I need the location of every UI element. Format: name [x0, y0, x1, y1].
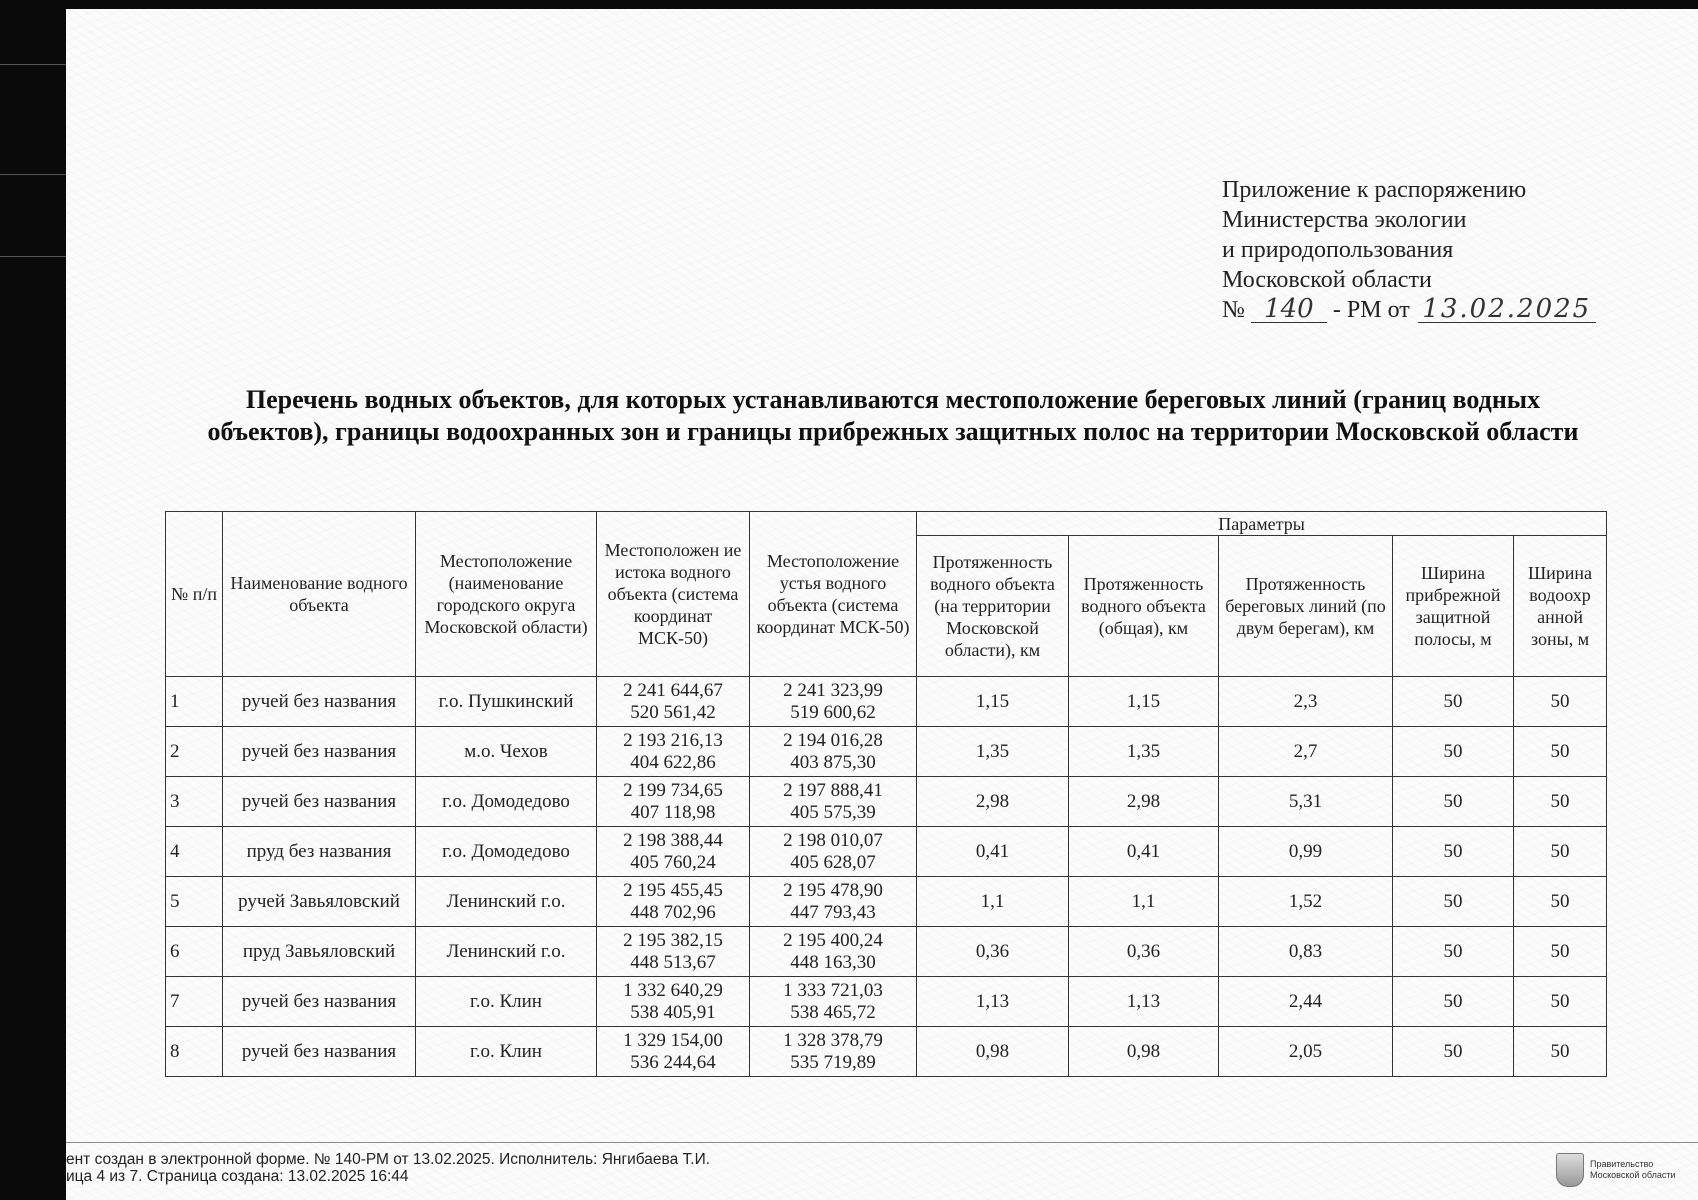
mouth-x: 1 333 721,03	[783, 979, 883, 1001]
footer-divider	[66, 1142, 1698, 1143]
source-x: 2 198 388,44	[623, 829, 723, 851]
cell-strip-width: 50	[1393, 977, 1514, 1027]
cell-source	[597, 877, 750, 927]
source-x: 1 332 640,29	[623, 979, 723, 1001]
header-zone-width: Ширина водоохр анной зоны, м	[1514, 536, 1607, 677]
cell-length-region: 1,15	[917, 677, 1069, 727]
table-row	[166, 827, 1607, 877]
mouth-y: 405 628,07	[790, 851, 876, 873]
cell-name: ручей без названия	[223, 727, 416, 777]
mouth-y: 447 793,43	[790, 901, 876, 923]
cell-shoreline: 0,99	[1219, 827, 1393, 877]
cell-name: ручей без названия	[223, 1027, 416, 1077]
cell-location: г.о. Домодедово	[416, 827, 597, 877]
cell-name: пруд без названия	[223, 827, 416, 877]
mouth-x: 2 197 888,41	[783, 779, 883, 801]
source-x: 2 199 734,65	[623, 779, 723, 801]
header-mouth: Местоположение устья водного объекта (система координат МСК-50)	[750, 512, 917, 677]
cell-source	[597, 677, 750, 727]
cell-mouth	[750, 677, 917, 727]
cell-length-total: 1,13	[1069, 977, 1219, 1027]
source-y: 520 561,42	[630, 701, 716, 723]
header-source: Местоположен ие истока водного объекта (система координат МСК-50)	[597, 512, 750, 677]
document-title: Перечень водных объектов, для которых устанавливаются местоположение береговых линий (границ водных объектов), границы водоохранных зон и границы прибрежных защитных полос на территории Московской области	[207, 385, 1579, 446]
logo-line-1: Правительство	[1590, 1159, 1654, 1169]
cell-shoreline: 1,52	[1219, 877, 1393, 927]
source-y: 448 702,96	[630, 901, 716, 923]
table-row	[166, 727, 1607, 777]
cell-shoreline: 2,7	[1219, 727, 1393, 777]
mouth-y: 535 719,89	[790, 1051, 876, 1073]
table-row	[166, 927, 1607, 977]
appendix-line-3: и природопользования	[1222, 237, 1454, 263]
header-name: Наименование водного объекта	[223, 512, 416, 677]
header-length-total: Протяженность водного объекта (общая), км	[1069, 536, 1219, 677]
cell-num: 2	[166, 727, 223, 777]
cell-length-total: 2,98	[1069, 777, 1219, 827]
source-x: 1 329 154,00	[623, 1029, 723, 1051]
cell-length-total: 0,41	[1069, 827, 1219, 877]
appendix-block	[1222, 175, 1652, 325]
cell-shoreline: 2,05	[1219, 1027, 1393, 1077]
source-y: 407 118,98	[630, 801, 716, 823]
cell-length-total: 1,35	[1069, 727, 1219, 777]
source-y: 448 513,67	[630, 951, 716, 973]
order-number-prefix: №	[1222, 297, 1245, 323]
cell-length-region: 1,1	[917, 877, 1069, 927]
table-row	[166, 777, 1607, 827]
cell-location: г.о. Клин	[416, 1027, 597, 1077]
cell-strip-width: 50	[1393, 677, 1514, 727]
cell-source	[597, 1027, 750, 1077]
header-num: № п/п	[166, 512, 223, 677]
cell-num: 7	[166, 977, 223, 1027]
cell-num: 4	[166, 827, 223, 877]
logo-line-2: Московской области	[1590, 1170, 1676, 1180]
cell-name: ручей без названия	[223, 777, 416, 827]
cell-location: Ленинский г.о.	[416, 877, 597, 927]
cell-mouth	[750, 827, 917, 877]
scan-artifact-line	[0, 256, 66, 257]
cell-mouth	[750, 877, 917, 927]
cell-location: м.о. Чехов	[416, 727, 597, 777]
mouth-y: 448 163,30	[790, 951, 876, 973]
cell-mouth	[750, 777, 917, 827]
water-objects-table	[165, 511, 1607, 1077]
table-row	[166, 977, 1607, 1027]
header-length-region: Протяженность водного объекта (на территории Московской области), км	[917, 536, 1069, 677]
cell-strip-width: 50	[1393, 727, 1514, 777]
cell-length-region: 1,35	[917, 727, 1069, 777]
cell-length-region: 0,98	[917, 1027, 1069, 1077]
cell-name: пруд Завьяловский	[223, 927, 416, 977]
cell-length-total: 1,1	[1069, 877, 1219, 927]
cell-num: 3	[166, 777, 223, 827]
source-x: 2 195 382,15	[623, 929, 723, 951]
cell-mouth	[750, 977, 917, 1027]
cell-zone-width: 50	[1514, 677, 1607, 727]
scan-top-edge	[0, 0, 1698, 9]
cell-zone-width: 50	[1514, 1027, 1607, 1077]
cell-length-total: 0,98	[1069, 1027, 1219, 1077]
header-shoreline: Протяженность береговых линий (по двум берегам), км	[1219, 536, 1393, 677]
cell-num: 8	[166, 1027, 223, 1077]
order-number-suffix: - РМ от	[1332, 297, 1410, 323]
cell-location: Ленинский г.о.	[416, 927, 597, 977]
government-logo	[1556, 1153, 1676, 1187]
order-number-row	[1222, 295, 1652, 325]
cell-source	[597, 927, 750, 977]
cell-location: г.о. Пушкинский	[416, 677, 597, 727]
footer-note	[66, 1151, 710, 1185]
cell-zone-width: 50	[1514, 777, 1607, 827]
mouth-x: 1 328 378,79	[783, 1029, 883, 1051]
mouth-x: 2 241 323,99	[783, 679, 883, 701]
cell-source	[597, 727, 750, 777]
cell-zone-width: 50	[1514, 877, 1607, 927]
table-row	[166, 1027, 1607, 1077]
cell-mouth	[750, 927, 917, 977]
table-row	[166, 677, 1607, 727]
cell-mouth	[750, 727, 917, 777]
cell-zone-width: 50	[1514, 727, 1607, 777]
cell-shoreline: 0,83	[1219, 927, 1393, 977]
cell-strip-width: 50	[1393, 927, 1514, 977]
government-logo-text	[1590, 1159, 1676, 1181]
cell-zone-width: 50	[1514, 977, 1607, 1027]
appendix-line-4: Московской области	[1222, 267, 1432, 293]
mouth-y: 403 875,30	[790, 751, 876, 773]
cell-source	[597, 827, 750, 877]
cell-length-total: 0,36	[1069, 927, 1219, 977]
cell-shoreline: 2,44	[1219, 977, 1393, 1027]
mouth-y: 405 575,39	[790, 801, 876, 823]
cell-name: ручей без названия	[223, 977, 416, 1027]
cell-length-region: 1,13	[917, 977, 1069, 1027]
appendix-line-2: Министерства экологии	[1222, 207, 1467, 233]
footer-line-1: ент создан в электронной форме. № 140-РМ от 13.02.2025. Исполнитель: Янгибаева Т.И.	[66, 1151, 711, 1168]
cell-shoreline: 2,3	[1219, 677, 1393, 727]
mouth-x: 2 195 400,24	[783, 929, 883, 951]
scan-artifact-line	[0, 64, 66, 65]
cell-length-region: 2,98	[917, 777, 1069, 827]
cell-source	[597, 777, 750, 827]
cell-num: 1	[166, 677, 223, 727]
mouth-y: 538 465,72	[790, 1001, 876, 1023]
source-x: 2 241 644,67	[623, 679, 723, 701]
cell-strip-width: 50	[1393, 1027, 1514, 1077]
header-strip-width: Ширина прибрежной защитной полосы, м	[1393, 536, 1514, 677]
mouth-x: 2 198 010,07	[783, 829, 883, 851]
cell-name: ручей без названия	[223, 677, 416, 727]
table-row	[166, 877, 1607, 927]
source-y: 405 760,24	[630, 851, 716, 873]
source-y: 536 244,64	[630, 1051, 716, 1073]
cell-shoreline: 5,31	[1219, 777, 1393, 827]
header-params: Параметры	[917, 512, 1607, 536]
cell-length-region: 0,41	[917, 827, 1069, 877]
cell-strip-width: 50	[1393, 777, 1514, 827]
cell-num: 6	[166, 927, 223, 977]
appendix-line-1: Приложение к распоряжению	[1222, 177, 1527, 203]
cell-zone-width: 50	[1514, 927, 1607, 977]
cell-length-total: 1,15	[1069, 677, 1219, 727]
cell-zone-width: 50	[1514, 827, 1607, 877]
mouth-x: 2 195 478,90	[783, 879, 883, 901]
scan-left-edge	[0, 0, 66, 1200]
order-number-handwritten: 140	[1251, 296, 1327, 323]
cell-location: г.о. Домодедово	[416, 777, 597, 827]
cell-location: г.о. Клин	[416, 977, 597, 1027]
cell-strip-width: 50	[1393, 877, 1514, 927]
source-y: 404 622,86	[630, 751, 716, 773]
source-x: 2 195 455,45	[623, 879, 723, 901]
cell-source	[597, 977, 750, 1027]
order-date-handwritten: 13.02.2025	[1418, 296, 1596, 323]
cell-strip-width: 50	[1393, 827, 1514, 877]
footer-line-2: ица 4 из 7. Страница создана: 13.02.2025 16:44	[66, 1168, 409, 1185]
mouth-y: 519 600,62	[790, 701, 876, 723]
source-y: 538 405,91	[630, 1001, 716, 1023]
cell-num: 5	[166, 877, 223, 927]
source-x: 2 193 216,13	[623, 729, 723, 751]
mouth-x: 2 194 016,28	[783, 729, 883, 751]
cell-name: ручей Завьяловский	[223, 877, 416, 927]
cell-length-region: 0,36	[917, 927, 1069, 977]
scan-artifact-line	[0, 174, 66, 175]
cell-mouth	[750, 1027, 917, 1077]
coat-of-arms-icon	[1556, 1153, 1584, 1187]
header-location: Местоположение (наименование городского округа Московской области)	[416, 512, 597, 677]
